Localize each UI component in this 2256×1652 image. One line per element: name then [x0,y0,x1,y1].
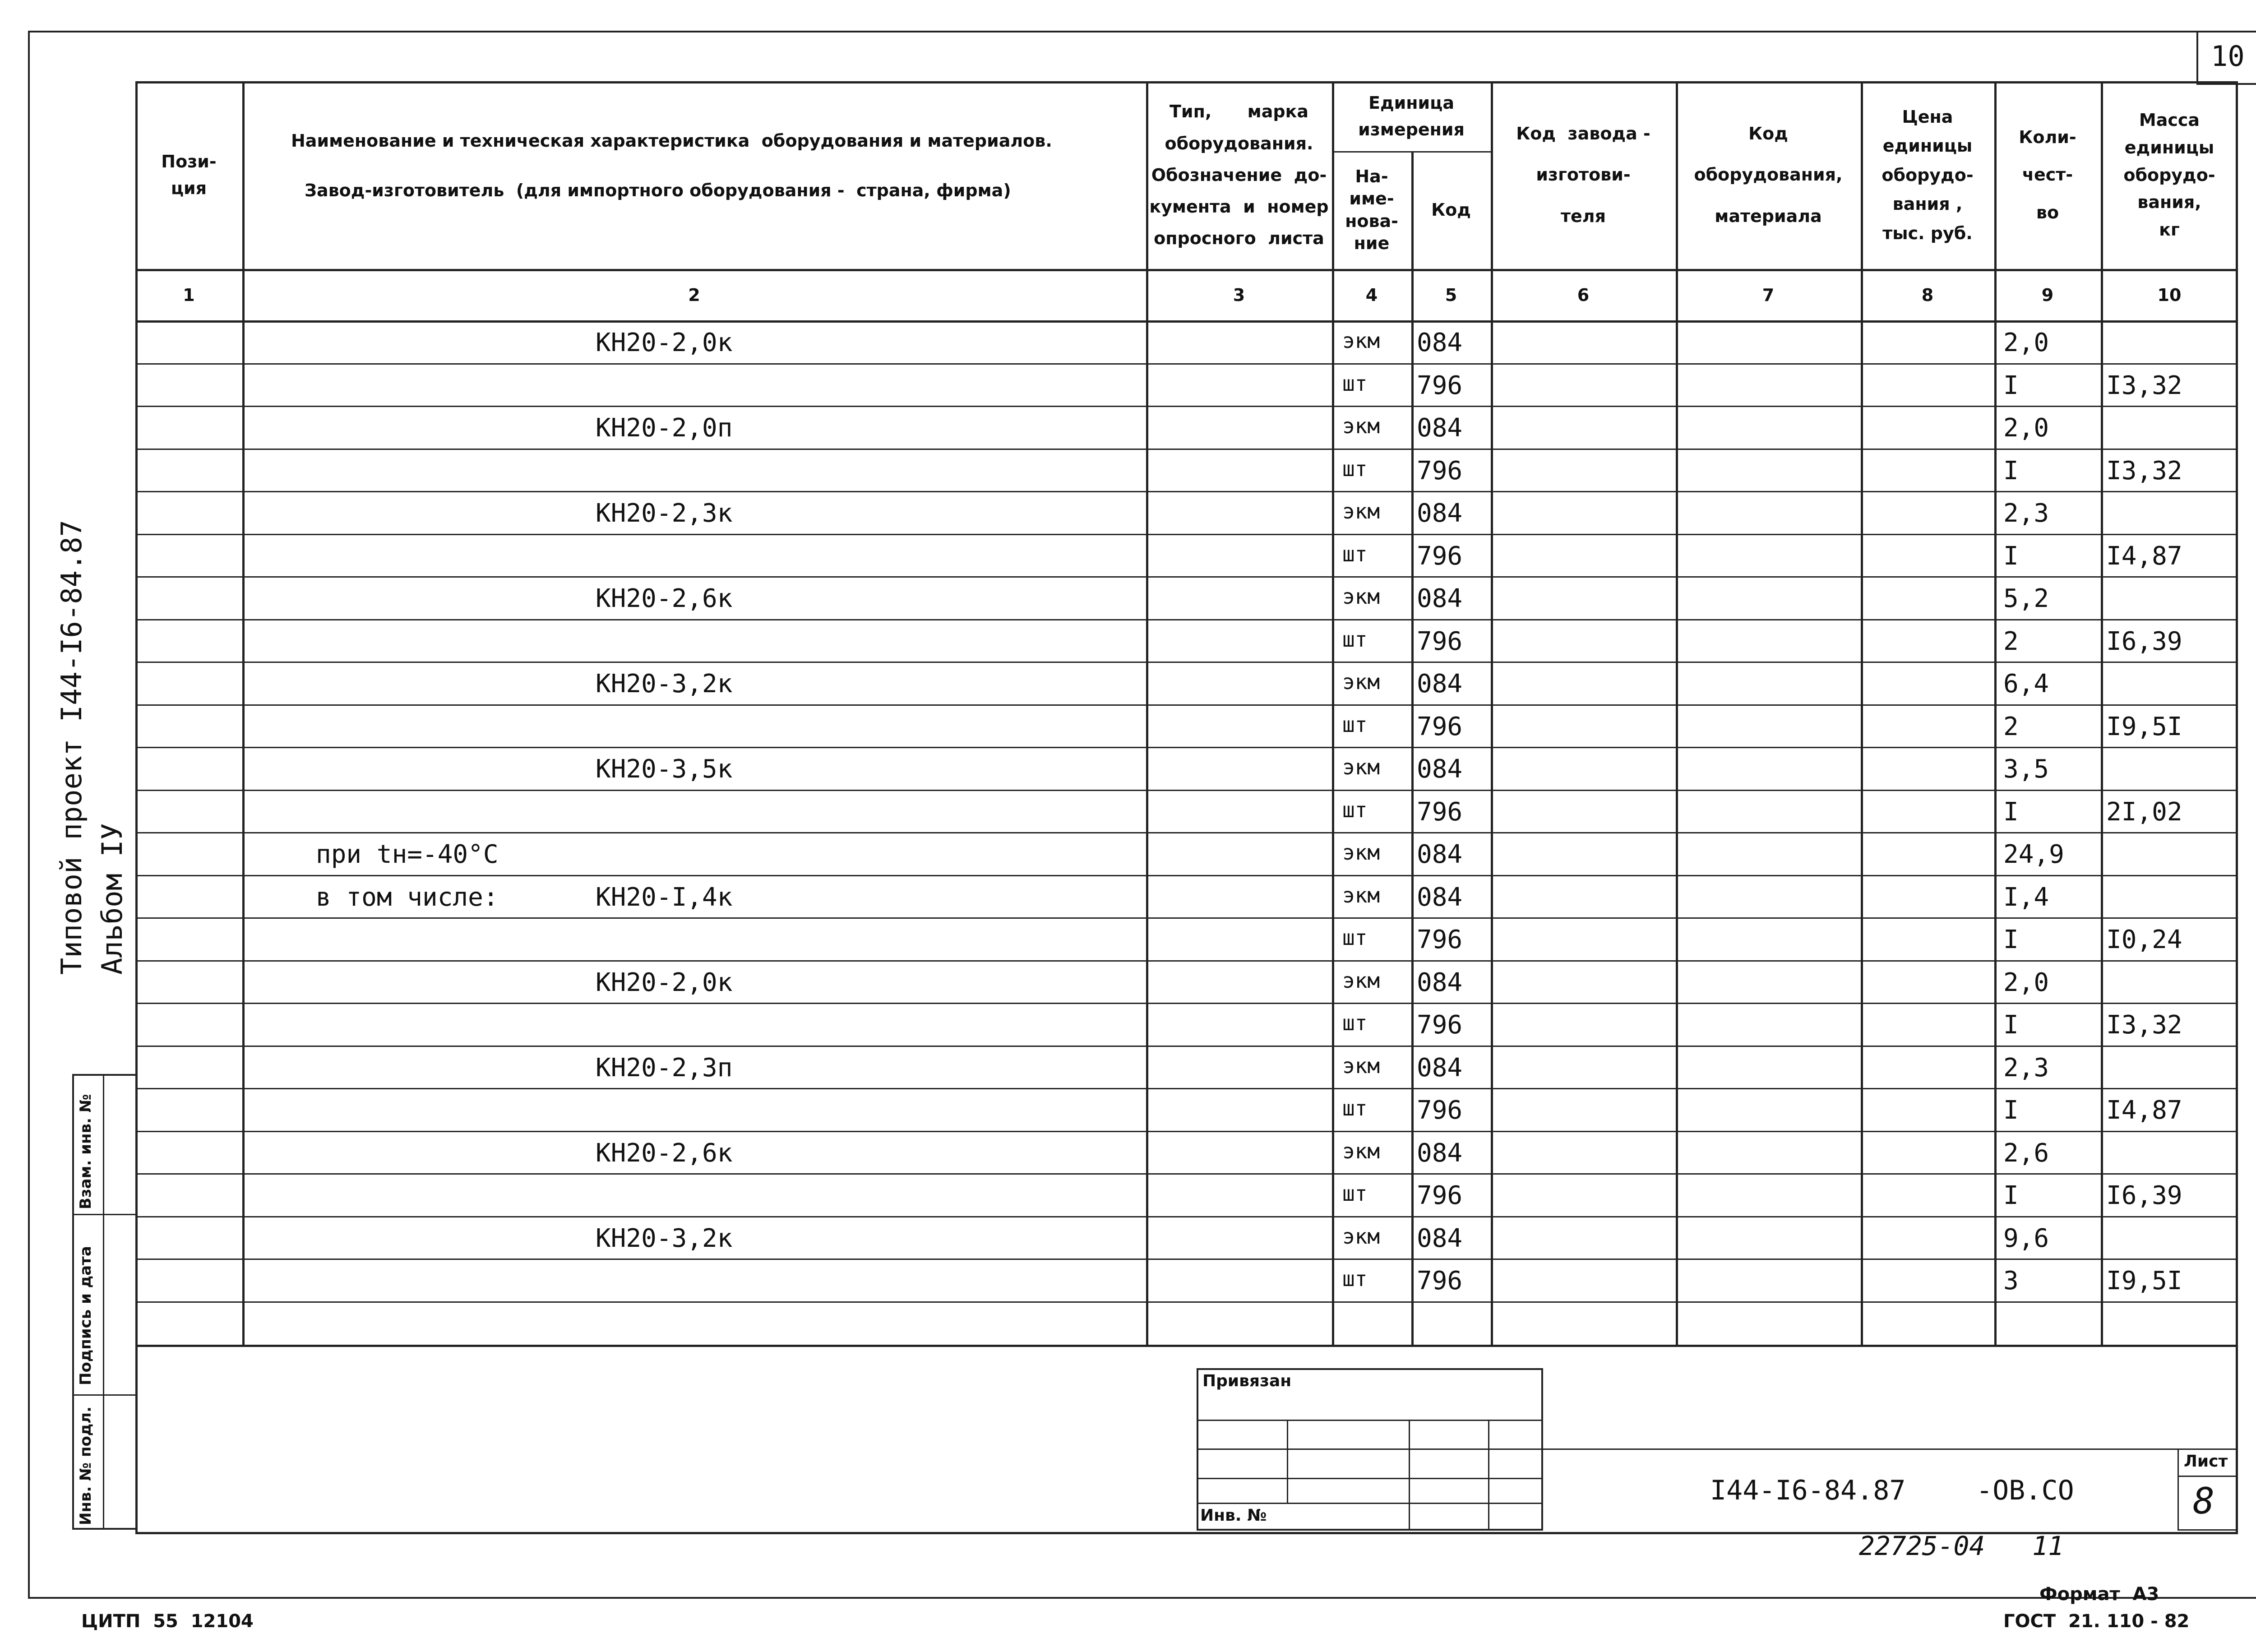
row-name: КН20-3,5к [596,754,733,784]
binding-line [1197,1478,1543,1479]
row-name: КН20-I,4к [596,883,733,912]
row-name: КН20-3,2к [596,669,733,699]
table-row-line [135,875,2238,876]
row-qty: I [2003,1096,2019,1125]
table-row-line [135,1003,2238,1004]
row-qty: I [2003,925,2019,954]
header-equipment-code: Код оборудования, материала [1694,124,1843,226]
col-line [1332,81,1334,1345]
row-prefix: в том числе: [316,883,499,912]
row-unit: экм [1342,1054,1380,1078]
row-name: КН20-2,0к [596,968,733,997]
row-prefix: при tн=-40°C [316,840,499,869]
row-unit: экм [1342,584,1380,609]
corner-number: 10 [2211,40,2245,73]
row-code: 084 [1417,1224,1463,1253]
row-unit: экм [1342,1139,1380,1163]
row-code: 084 [1417,328,1463,357]
header-price: Цена единицы оборудо- вания , тыс. руб. [1882,106,1974,243]
table-row-line [135,1173,2238,1175]
col-line [1676,81,1678,1345]
table-row-line [135,1088,2238,1089]
row-qty: 2,0 [2003,413,2049,443]
row-code: 084 [1417,1138,1463,1168]
body-bottom [135,1345,2238,1347]
row-code: 084 [1417,669,1463,699]
row-qty: 3 [2003,1266,2019,1296]
row-qty: 2,6 [2003,1138,2049,1168]
row-qty: 6,4 [2003,669,2049,699]
table-row-line [135,449,2238,450]
row-unit: экм [1342,755,1380,779]
row-mass: I0,24 [2106,925,2182,954]
table-row-line [135,1216,2238,1217]
col-line [1491,81,1493,1345]
row-unit: шт [1342,1011,1368,1035]
row-name: КН20-2,3п [596,1053,733,1083]
row-qty: 2,3 [2003,499,2049,528]
header-unit-group: Единица измерения [1358,93,1465,139]
row-unit: экм [1342,329,1380,353]
binding-col [1287,1420,1288,1503]
row-code: 084 [1417,584,1463,613]
sheet-label: Лист [2184,1452,2228,1471]
header-maker-code: Код завода - изготови- теля [1516,124,1650,226]
row-unit: экм [1342,414,1380,438]
binding-col [1409,1420,1410,1531]
colnum-9: 9 [2041,285,2054,305]
row-code: 796 [1417,1096,1463,1125]
row-unit: шт [1342,627,1368,652]
row-qty: 24,9 [2003,840,2064,869]
footer-gost: ГОСТ 21. 110 - 82 [2003,1611,2190,1632]
colnum-2: 2 [688,285,700,305]
row-qty: 2,3 [2003,1053,2049,1083]
row-code: 796 [1417,541,1463,571]
row-mass: I4,87 [2106,1096,2182,1125]
colnum-3: 3 [1233,285,1245,305]
table-row-line [135,576,2238,578]
row-unit: экм [1342,1224,1380,1249]
row-code: 796 [1417,1010,1463,1040]
table-row-line [135,491,2238,492]
table-row-line [135,1259,2238,1260]
row-name: КН20-2,0к [596,328,733,357]
row-qty: I [2003,797,2019,827]
row-mass: I3,32 [2106,456,2182,486]
row-code: 084 [1417,413,1463,443]
row-code: 084 [1417,1053,1463,1083]
colnum-8: 8 [1921,285,1934,305]
row-code: 084 [1417,968,1463,997]
row-mass: I4,87 [2106,541,2182,571]
row-qty: I [2003,371,2019,400]
header-unit-name: На- име- нова- ние [1345,166,1398,253]
row-unit: экм [1342,499,1380,523]
row-unit: шт [1342,371,1368,396]
row-code: 796 [1417,712,1463,741]
colnum-10: 10 [2157,285,2182,305]
side-stamp-line [72,1394,138,1396]
side-title-line1: Типовой проект I44-I6-84.87 [55,520,88,975]
row-code: 796 [1417,1181,1463,1210]
table-row-line [135,1046,2238,1047]
row-unit: экм [1342,883,1380,907]
row-code: 796 [1417,371,1463,400]
table-row-line [135,662,2238,663]
col-line [1861,81,1863,1345]
row-name: КН20-2,3к [596,499,733,528]
footer-format: Формат А3 [2039,1584,2159,1605]
row-qty: I [2003,456,2019,486]
row-unit: шт [1342,713,1368,737]
row-code: 796 [1417,925,1463,954]
side-stamp-original-inv: Инв. № подл. [77,1406,95,1525]
row-qty: 3,5 [2003,754,2049,784]
header-unit-code: Код [1431,200,1471,220]
table-row-line [135,747,2238,748]
colnum-4: 4 [1365,285,1378,305]
binding-line [1197,1420,1543,1421]
row-code: 084 [1417,840,1463,869]
binding-col [1488,1420,1489,1531]
row-mass: I3,32 [2106,371,2182,400]
header-type: Тип, марка оборудования. Обозначение до- кумента и номер опросного листа [1149,102,1329,249]
table-row-line [135,960,2238,962]
row-name: КН20-2,0п [596,413,733,443]
row-unit: шт [1342,457,1368,481]
row-unit: шт [1342,1181,1368,1206]
table-row-line [135,790,2238,791]
table-row-line [135,619,2238,620]
row-code: 084 [1417,499,1463,528]
table-row-line [135,406,2238,407]
table-row-line [135,917,2238,919]
side-title-line2: Альбом IУ [96,823,129,975]
header-name-line1: Наименование и техническая характеристика оборудования и материалов. [291,131,1052,151]
stamp-top-line [1543,1448,2238,1450]
row-name: КН20-2,6к [596,1138,733,1168]
colnum-separator [135,320,2238,323]
table-row-line [135,363,2238,365]
binding-label: Привязан [1202,1372,1292,1390]
row-code: 796 [1417,797,1463,827]
table-row-line [135,1131,2238,1132]
colnum-5: 5 [1445,285,1457,305]
row-unit: шт [1342,1096,1368,1120]
row-code: 084 [1417,883,1463,912]
document-code: I44-I6-84.87 [1710,1475,1906,1506]
footer-left: ЦИТП 55 12104 [81,1611,254,1632]
row-unit: экм [1342,968,1380,993]
row-qty: 9,6 [2003,1224,2049,1253]
row-unit: шт [1342,542,1368,566]
table-row-line [135,704,2238,706]
side-stamp-divider [103,1074,104,1530]
col-line [242,81,245,1345]
col-line [1994,81,1997,1345]
row-name: КН20-2,6к [596,584,733,613]
row-qty: 2,0 [2003,328,2049,357]
table-row-line [135,1301,2238,1303]
sheet-number-divider [2177,1476,2238,1477]
col-line [1146,81,1148,1345]
row-qty: I,4 [2003,883,2049,912]
table-row-line [135,534,2238,535]
row-mass: I3,32 [2106,1010,2182,1040]
row-qty: 2,0 [2003,968,2049,997]
row-mass: I6,39 [2106,627,2182,656]
colnum-7: 7 [1762,285,1775,305]
row-code: 796 [1417,456,1463,486]
row-code: 796 [1417,627,1463,656]
row-qty: I [2003,1181,2019,1210]
row-qty: I [2003,541,2019,571]
row-qty: 2 [2003,712,2019,741]
row-unit: экм [1342,670,1380,694]
handwritten-number: 22725-04 11 [1859,1531,2064,1561]
side-stamp-signature: Подпись и дата [77,1246,95,1385]
row-mass: I9,5I [2106,1266,2182,1296]
inv-label: Инв. № [1200,1506,1267,1525]
row-name: КН20-3,2к [596,1224,733,1253]
row-mass: I9,5I [2106,712,2182,741]
row-code: 084 [1417,754,1463,784]
side-stamp-line [72,1214,138,1215]
colnum-1: 1 [183,285,195,305]
binding-line [1197,1503,1543,1504]
header-quantity: Коли- чест- во [2019,127,2076,222]
binding-line [1197,1448,1543,1450]
row-unit: шт [1342,925,1368,950]
row-unit: шт [1342,798,1368,822]
row-unit: экм [1342,840,1380,865]
colnum-6: 6 [1577,285,1590,305]
side-stamp-replacement: Взам. инв. № [77,1094,95,1209]
header-name-line2: Завод-изготовитель (для импортного оборудования - страна, фирма) [305,180,1011,200]
row-qty: 2 [2003,627,2019,656]
row-code: 796 [1417,1266,1463,1296]
header-separator [135,269,2238,271]
header-mass: Масса единицы оборудо- вания, кг [2123,110,2215,240]
col-line [2101,81,2103,1345]
row-qty: 5,2 [2003,584,2049,613]
header-position: Пози- ция [161,152,217,198]
sheet-number: 8 [2193,1480,2215,1522]
document-suffix: -ОВ.СО [1976,1475,2074,1506]
row-mass: 2I,02 [2106,797,2182,827]
row-unit: шт [1342,1267,1368,1291]
table-row-line [135,832,2238,833]
row-mass: I6,39 [2106,1181,2182,1210]
row-qty: I [2003,1010,2019,1040]
